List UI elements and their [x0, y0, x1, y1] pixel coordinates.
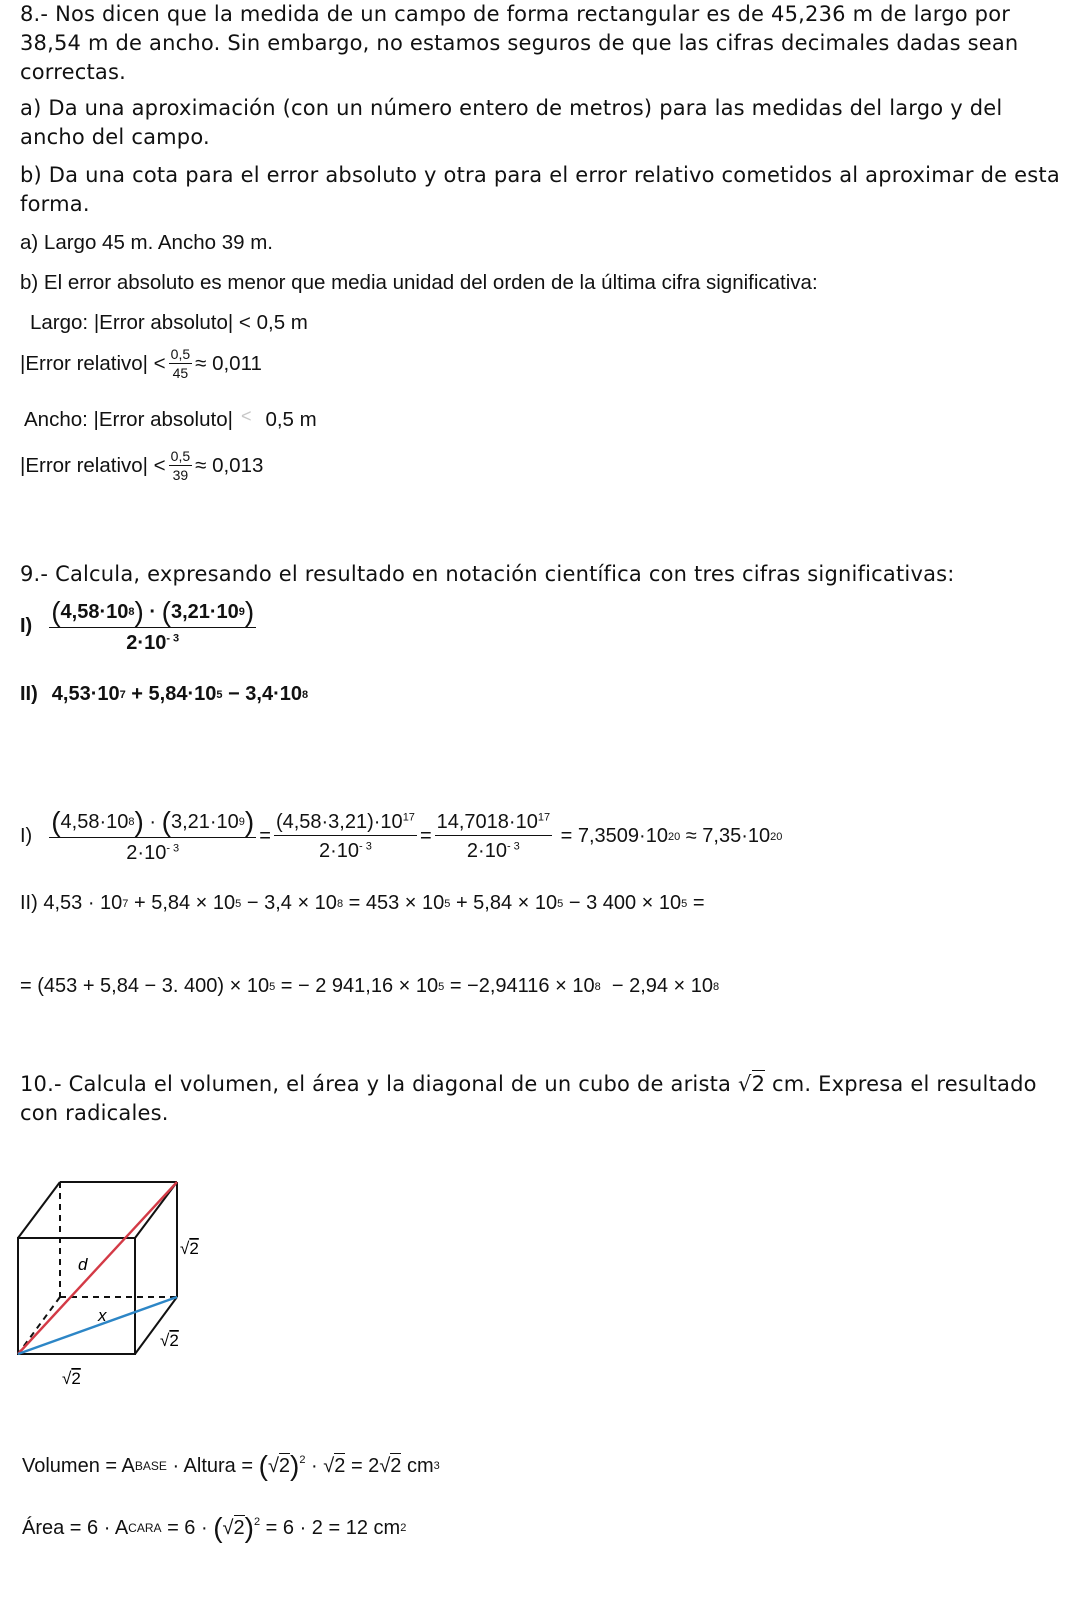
term-2: + 5,84·10 — [125, 683, 217, 705]
p9-solution-ii-line-1: II) 4,53 · 10 7 + 5,84 × 10 5 − 3,4 × 10 8 = 453 × 10 5 + 5,84 × 10 5 − 3 400 × 10 5 = — [20, 892, 705, 914]
vol-pre: Volumen = A — [22, 1454, 135, 1477]
label-i: I) — [20, 615, 33, 637]
right-exp: 17 — [537, 810, 551, 823]
sol-i-frac-3-num — [435, 811, 552, 836]
term-text: + 5,84 × 10 — [450, 892, 558, 914]
den-base: 2·10 — [126, 632, 167, 654]
ancho-num: 0,5 — [170, 448, 191, 464]
term-text: = 453 × 10 — [343, 892, 445, 914]
vol-tail-1: · — [305, 1454, 324, 1477]
p8-statement: 8.- Nos dicen que la medida de un campo de forma rectangular es de 45,236 m de largo por 38,54 m de ancho. Sin embargo, no estamos seguros de que las cifras decimales dadas sean correctas. — [20, 2, 1019, 84]
ancho-abs-value: 0,5 m — [265, 408, 317, 431]
label-sqrt2-depth: √2 — [160, 1331, 179, 1350]
ancho-lt: < — [240, 406, 252, 426]
area-pre: Área = 6 · A — [22, 1516, 129, 1539]
factor-2: 3,21·10 — [170, 810, 239, 833]
term-text: − 3 400 × 10 — [563, 892, 682, 914]
right-num: 14,7018·10 — [436, 810, 538, 833]
p8-largo-rel — [20, 346, 262, 381]
p10-pre: 10.- Calcula el volumen, el área y la diagonal de un cubo de arista — [20, 1072, 738, 1096]
den-exp: - 3 — [359, 839, 372, 852]
factor-1: 4,58·10 — [60, 810, 129, 833]
mid-num: (4,58·3,21)·10 — [275, 810, 403, 833]
cube-figure — [0, 1170, 300, 1400]
term-text: = (453 + 5,84 − 3. 400) × 10 — [20, 975, 270, 997]
den-base: 2·10 — [319, 839, 360, 862]
sol-i-frac-3 — [435, 811, 552, 863]
ancho-result: ≈ 0,013 — [195, 453, 264, 477]
vol-root: 2 — [278, 1454, 291, 1477]
p9-expr-i — [20, 598, 259, 655]
largo-fraction — [169, 346, 192, 381]
den-exp: - 3 — [166, 842, 180, 855]
term-text: − 3,4 × 10 — [241, 892, 337, 914]
sol-i-frac-3-den — [465, 836, 522, 863]
expr-i-num: ( 4,58·10 8 ) · ( 3,21·10 9 ) — [51, 596, 255, 627]
ancho-fraction — [169, 448, 192, 483]
ancho-abs-label: Ancho: |Error absoluto| — [24, 408, 233, 431]
largo-den: 45 — [172, 365, 189, 381]
rel-label: |Error relativo| < — [20, 351, 166, 375]
term-text: + 5,84 × 10 — [128, 892, 236, 914]
sol-i-frac-2-num — [274, 811, 417, 836]
vol-root: 2 — [390, 1454, 402, 1477]
p8-ancho-abs — [24, 406, 317, 434]
sol-i-frac-1 — [49, 808, 256, 865]
p9-expr-ii: II) 4,53·10 7 + 5,84·10 5 − 3,4·10 8 — [20, 683, 309, 705]
vol-root: 2 — [334, 1454, 346, 1477]
p10-statement: 10.- Calcula el volumen, el área y la diagonal de un cubo de arista √2 cm. Expresa el resultado con radicales. — [20, 1072, 1037, 1125]
factor-2: 3,21·10 — [170, 600, 239, 623]
term-3: − 3,4·10 — [222, 683, 303, 705]
sol-i-frac-2 — [274, 811, 417, 863]
ancho-den: 39 — [172, 467, 189, 483]
label-sqrt2-vertical: √2 — [180, 1239, 199, 1258]
cube-edge — [18, 1182, 60, 1238]
sol-i-label: I) — [20, 825, 33, 847]
p9-statement: 9.- Calcula, expresando el resultado en notación científica con tres cifras significativas: — [20, 562, 955, 586]
term-text: = — [687, 892, 705, 914]
p10-post: cm. Expresa el resultado con radicales. — [20, 1072, 1037, 1125]
vol-tail-2: = 2 — [345, 1454, 380, 1477]
vol-mid: · Altura = — [166, 1454, 259, 1477]
den-exp: - 3 — [166, 632, 180, 645]
sol-i-frac-1-den — [124, 838, 181, 865]
factor-1: 4,58·10 — [60, 600, 129, 623]
term-text: − 2,94 × 10 — [600, 975, 714, 997]
label-d: d — [78, 1255, 88, 1274]
sol-i-frac-2-den — [317, 836, 374, 863]
p9-solution-i: I) ( 4,58·10 8 ) · ( 3,21·10 9 ) $2\cdot 10^{- 3}$ = $\frac{(4,58\cdot 3,21)\cdot 10^{17}}{2\cdot 10^{- 3}}$ = $\frac{14,7018\cdot 10^{17}}{2\cdot 10^{- 3}}$ = 7,3509·10 20 ≈ 7,35·10 20 — [20, 806, 783, 864]
area-root: 2 — [233, 1516, 245, 1539]
largo-result: ≈ 0,011 — [195, 351, 262, 375]
mid-exp: 17 — [402, 810, 415, 823]
vol-unit: cm — [401, 1454, 434, 1477]
p8-part-a: a) Da una aproximación (con un número entero de metros) para las medidas del largo y del ancho del campo. — [20, 96, 1003, 149]
sol-i-frac-1-num: ( 4,58·10 8 ) · ( 3,21·10 9 ) — [51, 806, 255, 837]
largo-num: 0,5 — [170, 346, 191, 362]
area-tail: = 6 · 2 = 12 cm — [260, 1516, 401, 1539]
rel-label: |Error relativo| < — [20, 453, 166, 477]
p9-solution-ii-line-2: = (453 + 5,84 − 3. 400) × 10 5 = − 2 941,16 × 10 5 = −2,94116 × 10 8 − 2,94 × 10 8 — [20, 975, 720, 997]
term-text: II) 4,53 · 10 — [20, 892, 123, 914]
expr-i-den — [124, 628, 181, 655]
p10-area: Área = 6 · A CARA = 6 · ( √2 ) $^2$ = 6 · 2 = 12 cm 2 — [22, 1512, 407, 1543]
p8-ancho-rel — [20, 448, 263, 483]
p8-largo-abs: Largo: |Error absoluto| < 0,5 m — [30, 311, 308, 334]
p8-answer-b: b) El error absoluto es menor que media unidad del orden de la última cifra significativa: — [20, 271, 818, 294]
p8-part-b: b) Da una cota para el error absoluto y otra para el error relativo cometidos al aproximar de esta forma. — [20, 163, 1060, 216]
den-base: 2·10 — [126, 842, 167, 864]
p10-volume: Volumen = A BASE · Altura = ( √2 ) $^2$ · √2 = 2 √2 cm 3 — [22, 1450, 440, 1481]
label-ii: II) — [20, 683, 38, 705]
term-1: 4,53·10 — [51, 683, 120, 705]
area-mid: = 6 · — [161, 1516, 214, 1539]
den-base: 2·10 — [466, 839, 507, 862]
sol-i-result-2: ≈ 7,35·10 — [680, 825, 771, 847]
den-exp: - 3 — [506, 839, 520, 852]
p8-answer-a: a) Largo 45 m. Ancho 39 m. — [20, 231, 273, 254]
sol-i-result-1: = 7,3509·10 — [555, 825, 668, 847]
term-text: = − 2 941,16 × 10 — [275, 975, 439, 997]
term-text: = −2,94116 × 10 — [444, 975, 595, 997]
label-sqrt2-base: √2 — [62, 1369, 81, 1388]
expr-i-fraction — [49, 598, 256, 655]
label-x: x — [98, 1306, 107, 1325]
p10-root: 2 — [751, 1072, 766, 1096]
